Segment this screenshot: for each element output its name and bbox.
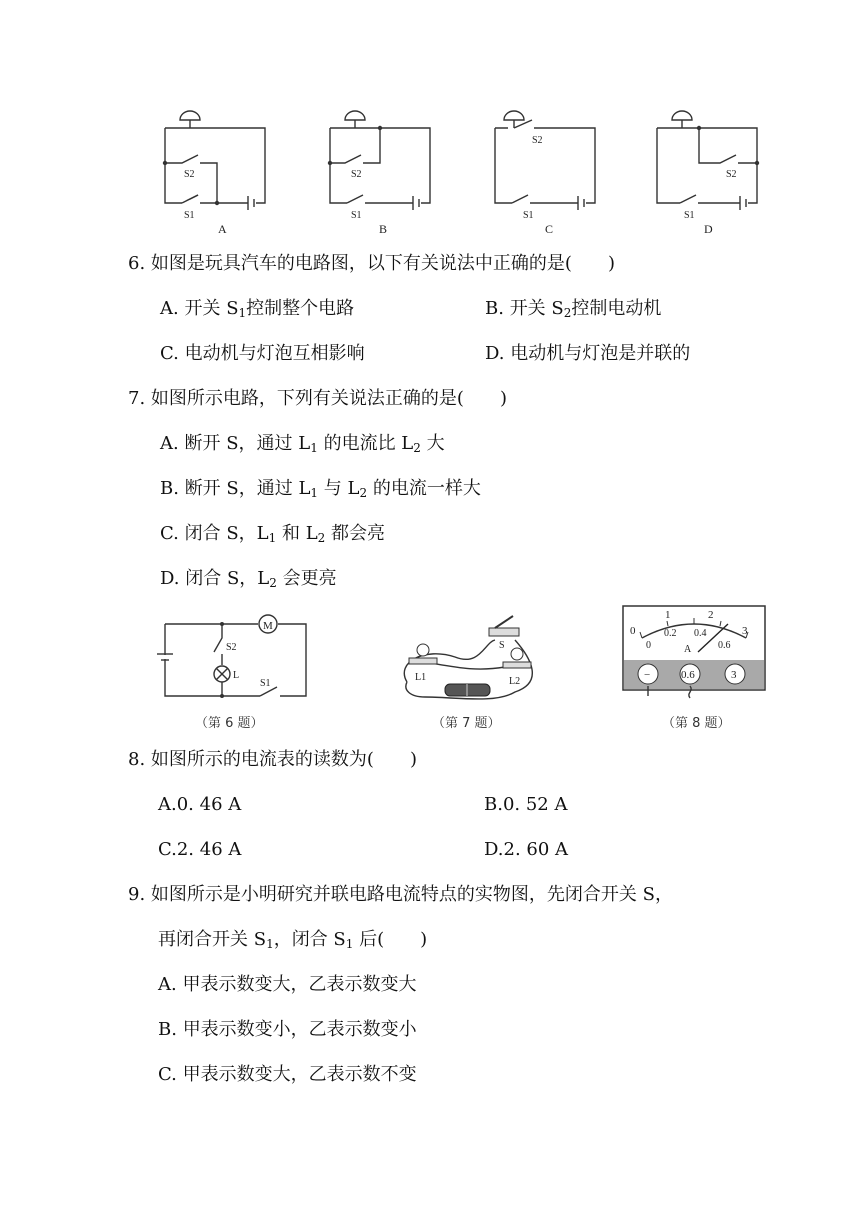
figure-7-caption: （第 7 题）: [432, 716, 501, 731]
switch-label-s1: S1: [523, 210, 534, 221]
bottom-scale-0-2: 0.2: [664, 628, 677, 639]
top-scale-zero: 0: [630, 625, 636, 637]
bulb-label-l1: L1: [415, 672, 427, 683]
switch-label-s2: S2: [226, 642, 237, 653]
circuit-label: A: [218, 222, 227, 236]
question-9-stem-line2: 再闭合开关 $S_1$，闭合 $S_1$ 后( ): [158, 929, 428, 951]
question-8-option-c[interactable]: C.2. 46 A: [158, 839, 242, 860]
question-7-option-d[interactable]: D. 闭合 S，$L_2$ 会更亮: [160, 568, 337, 590]
circuit-option-d: [652, 108, 767, 238]
circuit-option-c: [490, 108, 605, 238]
circuit-label: C: [545, 222, 554, 236]
question-9-option-b[interactable]: B. 甲表示数变小，乙表示数变小: [158, 1019, 417, 1040]
question-6-option-d[interactable]: D. 电动机与灯泡是并联的: [485, 343, 691, 364]
question-9-stem: 9. 如图所示是小明研究并联电路电流特点的实物图，先闭合开关 S，: [128, 884, 673, 905]
question-7-option-b[interactable]: B. 断开 S，通过 $L_1$ 与 $L_2$ 的电流一样大: [160, 478, 481, 500]
figure-8-caption: （第 8 题）: [662, 716, 731, 731]
question-7-stem: 7. 如图所示电路，下列有关说法正确的是( ): [128, 388, 507, 409]
switch-label-s: S: [499, 640, 505, 651]
question-6-option-a[interactable]: A. 开关 $S_1$控制整个电路: [160, 298, 355, 320]
question-9-option-c[interactable]: C. 甲表示数变大，乙表示数不变: [158, 1064, 417, 1085]
circuit-option-b: [325, 108, 440, 238]
figure-7-apparatus: [395, 612, 545, 707]
bulb-label-l2: L2: [509, 676, 521, 687]
question-6-option-b[interactable]: B. 开关 $S_2$控制电动机: [485, 298, 662, 320]
terminal-negative: −: [644, 669, 651, 681]
switch-label-s1: S1: [684, 210, 695, 221]
terminal-3: 3: [731, 669, 737, 681]
switch-label-s1: S1: [351, 210, 362, 221]
question-6-stem: 6. 如图是玩具汽车的电路图，以下有关说法中正确的是( ): [128, 253, 615, 274]
circuit-label: D: [704, 222, 713, 236]
top-scale-end: 3: [742, 625, 748, 637]
figure-6-caption: （第 6 题）: [195, 716, 264, 731]
bulb-l2: [511, 648, 523, 660]
question-7-option-a[interactable]: A. 断开 S，通过 $L_1$ 的电流比 $L_2$ 大: [160, 433, 445, 455]
question-8-option-b[interactable]: B.0. 52 A: [484, 794, 568, 815]
question-8-option-a[interactable]: A.0. 46 A: [158, 794, 242, 815]
bottom-scale-0-4: 0.4: [694, 628, 707, 639]
question-7-option-c[interactable]: C. 闭合 S，$L_1$ 和 $L_2$ 都会亮: [160, 523, 386, 545]
switch-label-s1: S1: [184, 210, 195, 221]
circuit-option-a: [160, 108, 275, 238]
bulb-l1: [417, 644, 429, 656]
switch-label-s2: S2: [532, 135, 543, 146]
question-6-option-c[interactable]: C. 电动机与灯泡互相影响: [160, 343, 365, 364]
unit-label: A: [684, 644, 692, 655]
lamp-label: L: [233, 670, 240, 681]
motor-label: M: [263, 620, 273, 632]
figure-8-ammeter: [620, 604, 770, 692]
figure-6-circuit: [160, 612, 320, 707]
question-8-option-d[interactable]: D.2. 60 A: [484, 839, 569, 860]
top-scale-2: 2: [708, 609, 714, 621]
switch-label-s2: S2: [184, 169, 195, 180]
switch-label-s2: S2: [726, 169, 737, 180]
terminal-0-6: 0.6: [681, 669, 695, 681]
question-8-stem: 8. 如图所示的电流表的读数为( ): [128, 749, 417, 770]
bottom-scale-0: 0: [646, 640, 651, 651]
switch-s: [489, 628, 519, 636]
top-scale-1: 1: [665, 609, 671, 621]
bottom-scale-0-6: 0.6: [718, 640, 731, 651]
switch-label-s1: S1: [260, 678, 271, 689]
switch-label-s2: S2: [351, 169, 362, 180]
question-9-option-a[interactable]: A. 甲表示数变大，乙表示数变大: [158, 974, 417, 995]
circuit-label: B: [379, 222, 388, 236]
